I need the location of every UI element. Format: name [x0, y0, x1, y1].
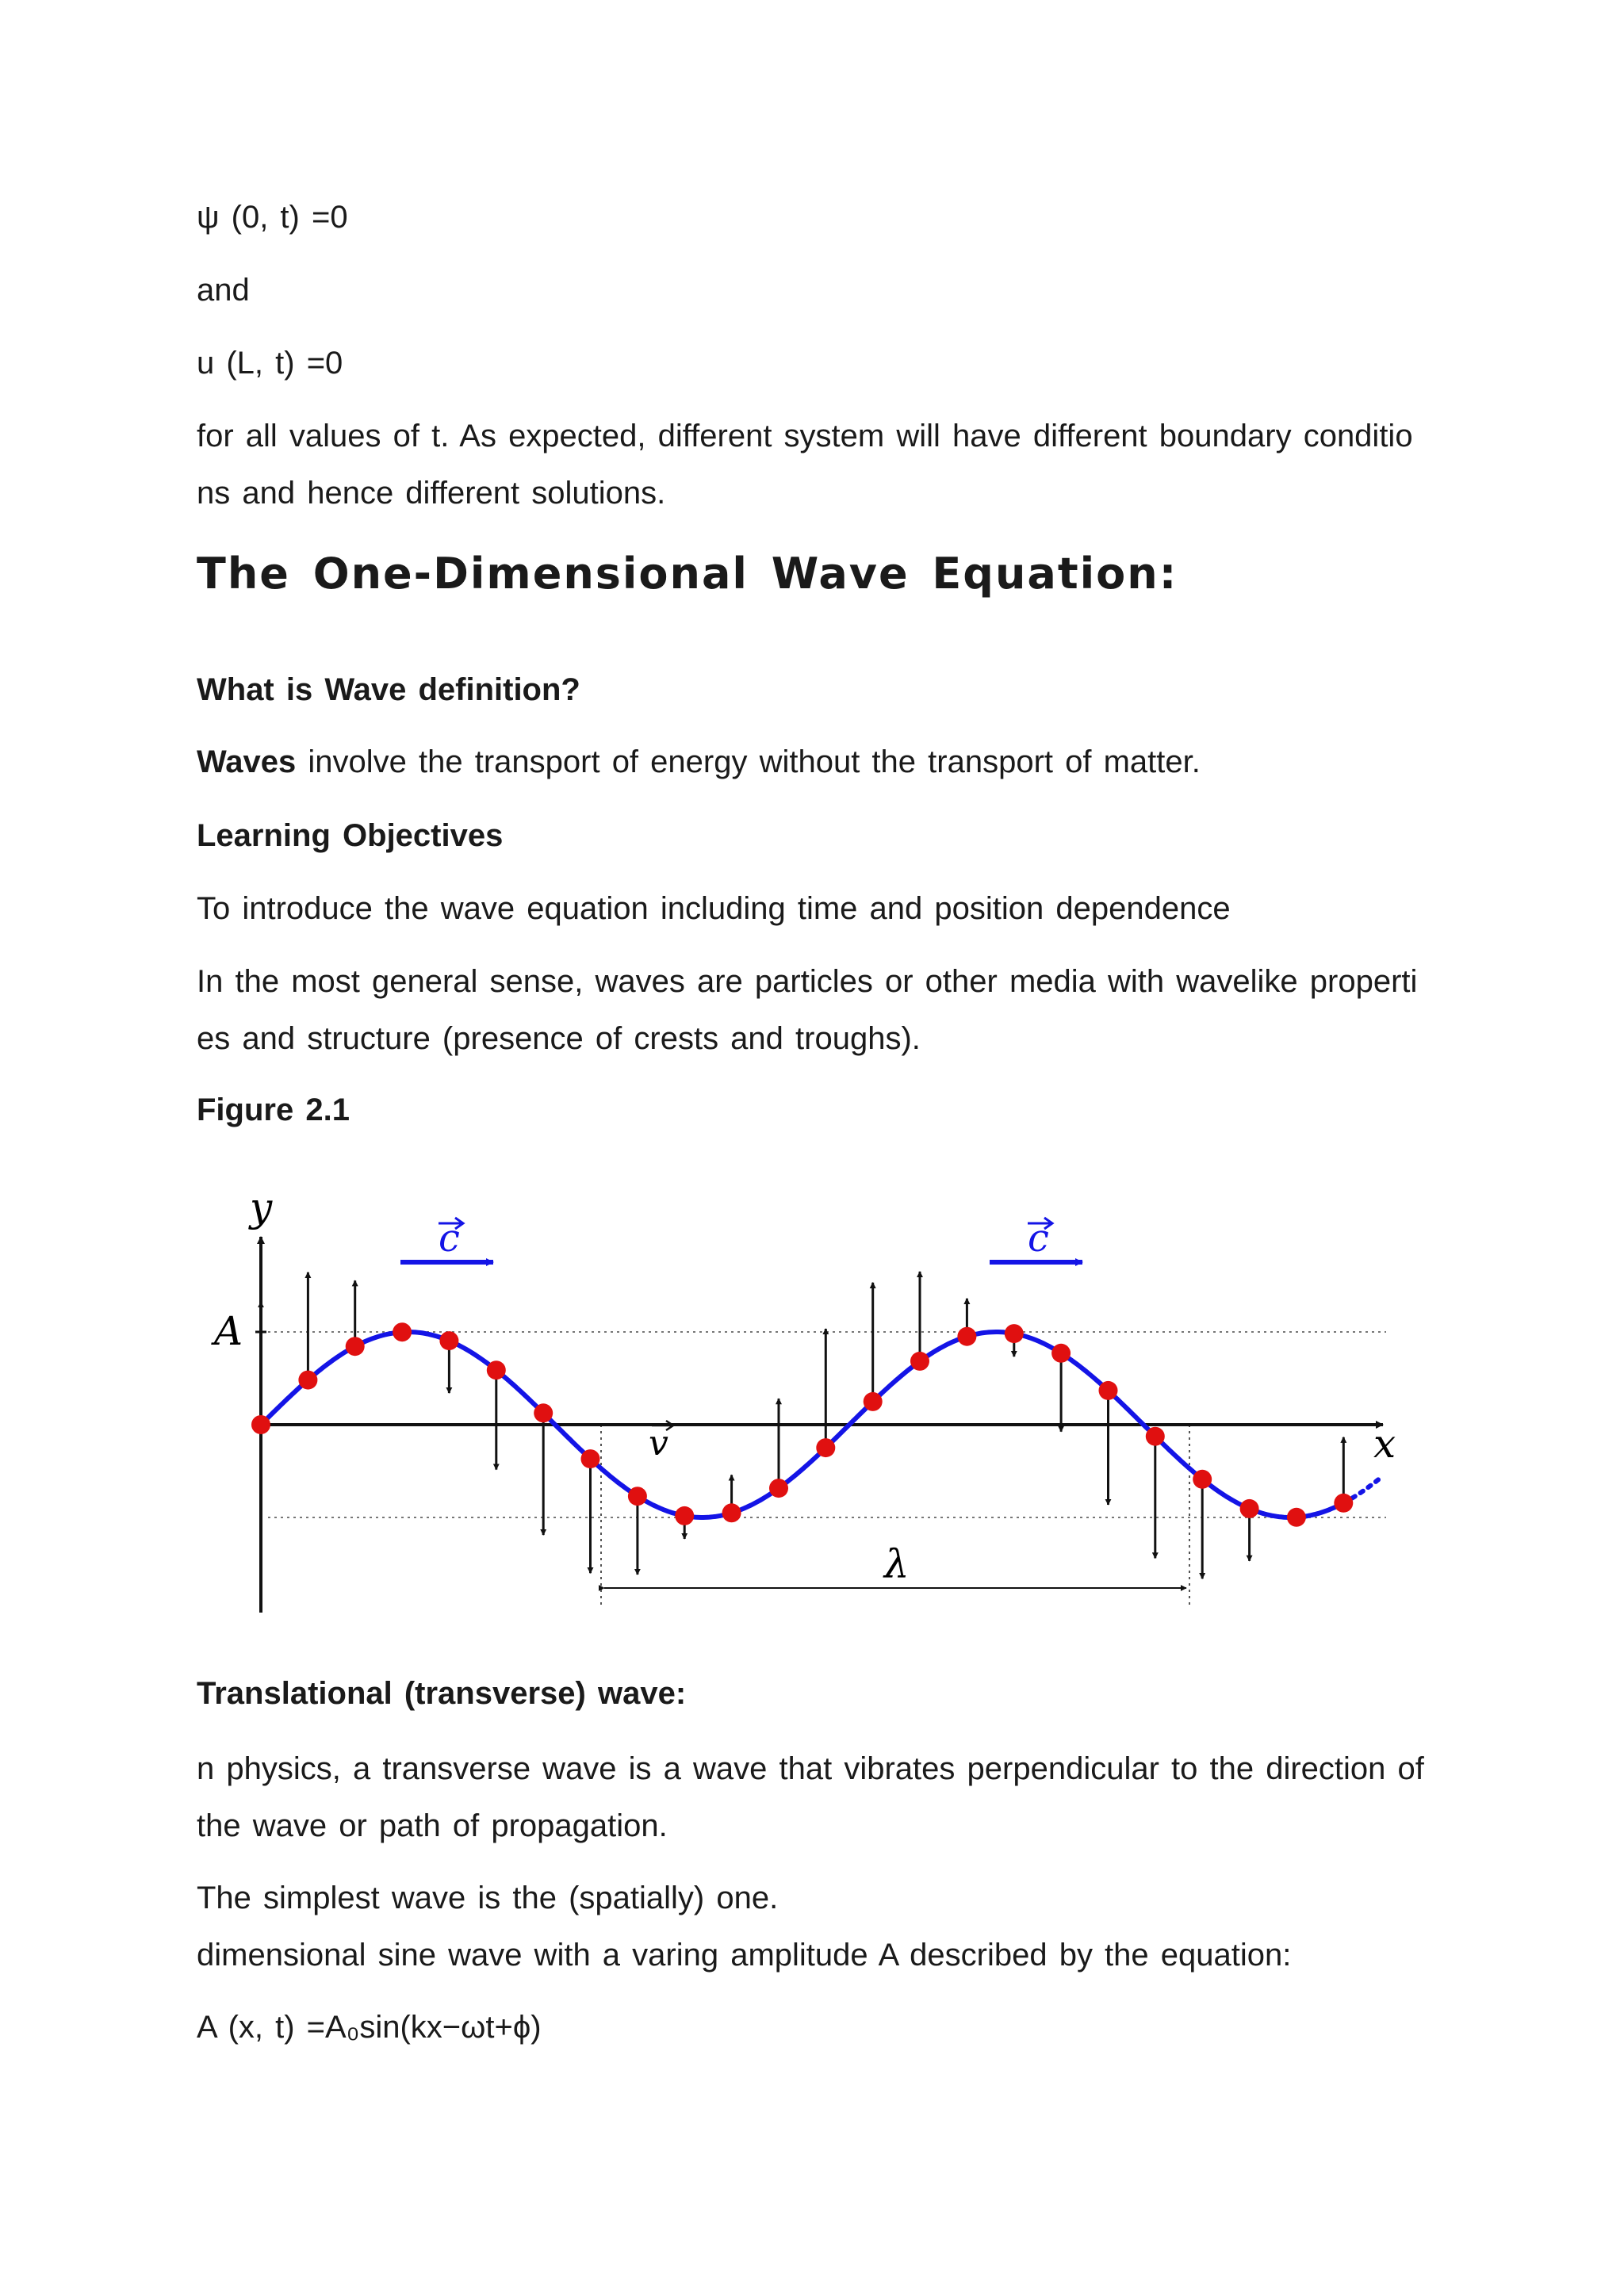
particle-dot — [1193, 1470, 1212, 1489]
boundary-condition-2: u (L, t) =0 — [197, 346, 343, 381]
x-axis-label: x — [1373, 1421, 1396, 1467]
connector-and: and — [197, 273, 250, 308]
particle-dot — [628, 1487, 647, 1506]
particle-velocity-label: v — [649, 1423, 668, 1464]
wave-speed-label: c — [1028, 1216, 1049, 1261]
particle-dot — [1005, 1324, 1024, 1343]
particle-dot — [534, 1403, 553, 1422]
particle-dot — [957, 1327, 976, 1346]
learning-objectives-heading: Learning Objectives — [197, 818, 504, 853]
wave-speed-label: c — [439, 1216, 460, 1261]
particle-dot — [864, 1392, 883, 1411]
particle-dot — [346, 1337, 365, 1356]
paragraph-line: n physics, a transverse wave is a wave that vibrates perpendicular to the direction of — [197, 1751, 1424, 1786]
definition-text: involve the transport of energy without the transport of matter. — [296, 744, 1201, 779]
wave-equation: A (x, t) =A₀sin(kx−ωt+ϕ) — [197, 2010, 542, 2045]
particle-dot — [298, 1371, 317, 1390]
particle-dot — [769, 1479, 788, 1498]
particle-dot — [393, 1322, 412, 1341]
paragraph-line: the wave or path of propagation. — [197, 1808, 668, 1843]
section-heading: The One-Dimensional Wave Equation: — [197, 549, 1178, 599]
wavelength-label: λ — [884, 1541, 910, 1587]
particle-dot — [1334, 1494, 1353, 1513]
paragraph-line: In the most general sense, waves are particles or other media with wavelike properti — [197, 964, 1418, 999]
paragraph-line: for all values of t. As expected, different system will have different boundary conditio — [197, 419, 1413, 453]
paragraph-line: The simplest wave is the (spatially) one. — [197, 1881, 779, 1915]
particle-dot — [722, 1503, 741, 1522]
particle-dot — [1146, 1427, 1165, 1446]
particle-dot — [816, 1438, 835, 1457]
paragraph-line: dimensional sine wave with a varing amplitude A described by the equation: — [197, 1938, 1292, 1973]
particle-dot — [910, 1352, 929, 1371]
particle-dot — [1051, 1344, 1071, 1363]
particle-dot — [675, 1506, 694, 1525]
amplitude-label: A — [214, 1308, 243, 1354]
waves-term: Waves — [197, 744, 297, 779]
particle-dot — [581, 1449, 600, 1468]
figure-caption: Figure 2.1 — [197, 1093, 350, 1127]
particle-dot — [487, 1360, 506, 1380]
particle-dot — [439, 1331, 458, 1350]
objective-text: To introduce the wave equation including time and position dependence — [197, 891, 1231, 926]
paragraph-line: ns and hence different solutions. — [197, 476, 666, 511]
transverse-heading: Translational (transverse) wave: — [197, 1676, 687, 1711]
boundary-condition-1: ψ (0, t) =0 — [197, 200, 348, 235]
particle-dot — [1287, 1508, 1306, 1527]
particle-dot — [251, 1415, 270, 1434]
question-heading: What is Wave definition? — [197, 672, 580, 707]
paragraph-line: es and structure (presence of crests and troughs). — [197, 1021, 921, 1056]
y-axis-label: y — [250, 1184, 273, 1230]
particle-dot — [1240, 1499, 1259, 1518]
particle-dot — [1099, 1381, 1118, 1400]
